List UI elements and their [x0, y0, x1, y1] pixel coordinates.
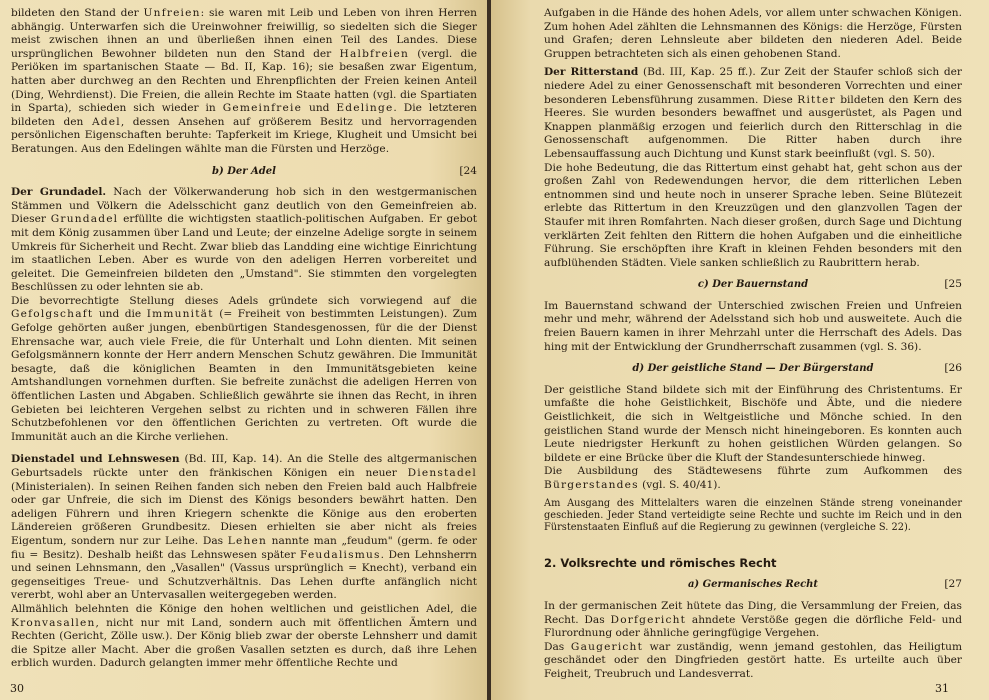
paragraph-ritterstand: Der Ritterstand (Bd. III, Kap. 25 ff.). Zur Zeit der Staufer schloß sich der niedere Adel zu einer Genossenschaft mit besonderen Vorrechten und einer besonderen Lebensführung zusammen. Diese Ritter bildeten den Kern des Heeres. Sie wurden besonders bewaffnet und ausgerüstet, als Pagen und Knappen planmäßig erzogen und feierlich durch den Ritterschlag in die Genossenschaft aufgenommen. Die Ritter haben durch ihre Lebensauffassung auch Dichtung und Kunst stark beeinflußt (vgl. S. 50). — [544, 66, 962, 160]
subheading-ref: [25 — [944, 278, 962, 291]
subheading-bauernstand — [544, 278, 962, 292]
subheading-ref: [27 — [944, 578, 962, 591]
subheading-title: a) Germanisches Recht — [687, 579, 819, 591]
lead-grundadel: Der Grundadel. — [11, 186, 107, 199]
term-dienstadel: Dienstadel — [407, 467, 477, 479]
term-buergerstand: Bürgerstandes — [544, 479, 639, 491]
paragraph-dienstadel: Dienstadel und Lehnswesen (Bd. III, Kap. 14). An die Stelle des altgermanischen Geburtsadels rückte unter den fränkischen Königen ein neuer Dienstadel (Ministerialen). In seinen Reihen fanden sich neben den Freien bald auch Halbfreie oder gar Unfreie, die sich im Dienst des Königs besonders bewährt hatten. Den adeligen Führern und ihren Kriegern schenkte die Könige aus den eroberten Ländereien größeren Grundbesitz. Diesen erhielten sie aber nicht als freies Eigentum, sondern nur zur Leihe. Das Lehen nannte man „feudum" (germ. fe oder fiu = Besitz). Deshalb heißt das Lehnswesen später Feudalismus. Den Lehnsherrn und seinen Lehnsmann, den „Vasallen" (Vassus ursprünglich = Knecht), verband ein gegenseitiges Treue- und Schutzverhältnis. Das Lehen durfte anfänglich nicht vererbt, wohl aber an Untervasallen weitergegeben werden. — [11, 453, 478, 602]
left-page — [0, 0, 487, 700]
paragraph-geistlicher-stand: Der geistliche Stand bildete sich mit der Einführung des Christentums. Er umfaßte die hohe Geistlichkeit, Bischöfe und Äbte, und die niedere Geistlichkeit, die sich in Weltgeistliche und Mönche schied. In den geistlichen Stand wurde der Mensch nicht hineingeboren. Es konnten auch Leute niedrigster Herkunft zu hohen geistlichen Würden gelangen. So bildete er eine Brücke über die Kluft der Standesunterschiede hinweg. — [544, 383, 962, 464]
term-halbfreien: Halbfreien — [339, 47, 409, 60]
section-heading-volksrechte: 2. Volksrechte und römisches Recht — [544, 555, 777, 570]
paragraph-gaugericht: Das Gaugericht war zuständig, wenn jemand gestohlen, das Heiligtum geschändet oder den Dingfrieden gestört hatte. Es urteilte auch über Feigheit, Treubruch und Landesverrat. — [544, 640, 962, 680]
term-feudalismus: Feudalismus — [299, 548, 381, 561]
term-unfreien: Unfreien — [143, 7, 201, 19]
paragraph-grundadel: Der Grundadel. Nach der Völkerwanderung hob sich in den westgermanischen Stämmen und Völkern die Adelsschicht ganz deutlich von den Gemeinfreien ab. Dieser Grundadel erfüllte die wichtigsten staatlich-politischen Aufgaben. Er gebot mit dem König zusammen über Land und Leute; der einzelne Adelige sorgte in seinem Umkreis für Sicherheit und Recht. Zwar blieb das Landding eine wichtige Einrichtung im staatlichen Leben. Aber es wurde von den adeligen Herren vorbereitet und geleitet. Die Gemeinfreien bildeten den „Umstand". Sie stimmten den vorgelegten Beschlüssen zu oder lehnten sie ab. — [11, 186, 477, 294]
term-lehen: Lehen — [227, 534, 267, 547]
term-grundadel: Grundadel — [50, 213, 119, 226]
paragraph-dorfgericht: In der germanischen Zeit hütete das Ding, die Versammlung der Freien, das Recht. Das Dorfgericht ahndete Verstöße gegen die dörfliche Feld- und Flurordnung oder ähnliche geringfügige Vergehen. — [544, 600, 962, 640]
term-ritter: Ritter — [797, 93, 836, 106]
lead-ritterstand: Der Ritterstand — [544, 66, 639, 79]
paragraph-gefolgschaft: Die bevorrechtigte Stellung dieses Adels gründete sich vorwiegend auf die Gefolgschaft und die Immunität (= Freiheit von bestimmten Leistungen). Zum Gefolge gehörten außer jungen, ebenbürtigen Standesgenossen, für die der Dienst Ehrensache war, auch viele Freie, die für Unterhalt und Lohn dienten. Mit seinen Gefolgsmännern konnte der Herr andern Menschen Schutz gewähren. Die Immunität besagte, daß die königlichen Beamten in den Immunitätsgebieten keine Amtshandlungen vornehmen durften. Sie befreite zunächst die adeligen Herren von öffentlichen Lasten und Abgaben. Schließlich gewährte sie ihnen das Recht, in ihren Gebieten bei leichteren Vergehen selbst zu richten und in schweren Fällen ihre Schutzbefohlenen vor den öffentlichen Gerichten zu vertreten. Oft wurde die Immunität auch an die Kirche verliehen. — [11, 294, 477, 443]
term-gaugericht: Gaugericht — [570, 640, 644, 653]
paragraph-kronvasallen: Allmählich belehnten die Könige den hohen weltlichen und geistlichen Adel, die Kronvasallen, nicht nur mit Land, sondern auch mit öffentlichen Ämtern und Rechten (Gericht, Zölle usw.). Der König blieb zwar der oberste Lehnsherr und damit die Spitze aller Macht. Aber die großen Vasallen setzten es durch, daß ihre Lehen erblich wurden. Dadurch gelangten immer mehr öffentliche Rechte und — [11, 602, 477, 670]
term-immunitaet: Immunität — [146, 308, 214, 321]
term-kronvasallen: Kronvasallen — [11, 616, 96, 629]
paragraph-bauernstand: Im Bauernstand schwand der Unterschied zwischen Freien und Unfreien mehr und mehr, während der Adelsstand sich hob und ausweitete. Auch die freien Bauern kamen in ihrer Mehrzahl unter die Herrschaft des Adels. Das hing mit der Entwicklung der Grundherrschaft zusammen (vgl. S. 36). — [544, 299, 962, 353]
paragraph-rittertum: Die hohe Bedeutung, die das Rittertum einst gehabt hat, geht schon aus der großen Zahl von Redewendungen hervor, die dem ritterlichen Leben entnommen sind und heute noch in unserer Sprache leben. Seine Blütezeit erlebte das Rittertum in den Kreuzzügen und den glanzvollen Tagen der Staufer mit ihren Romfahrten. Nach dieser großen, durch Sage und Dichtung verklärten Zeit fehlten den Rittern die hohen Aufgaben und die einheitliche Führung. Sie erschöpften ihre Kraft in kleinen Fehden besonders mit den aufblühenden Städten. Viele sanken schließlich zu Raubrittern herab. — [544, 161, 962, 269]
left-page-text — [11, 7, 477, 671]
lead-dienstadel: Dienstadel und Lehnswesen — [11, 453, 180, 466]
page-number-left: 30 — [10, 682, 24, 695]
subheading-geistlicher-stand — [544, 362, 962, 376]
subheading-ref: [24 — [459, 164, 477, 177]
subheading-title: d) Der geistliche Stand — Der Bürgerstand — [632, 363, 874, 375]
subheading-title: b) Der Adel — [212, 165, 276, 177]
subheading-title: c) Der Bauernstand — [697, 279, 809, 291]
paragraph-ausgang-mittelalter: Am Ausgang des Mittelalters waren die einzelnen Stände streng voneinander geschieden. Jeder Stand verteidigte seine Rechte und suchte im Reich und in den Fürstenstaaten Einfluß auf die Regierung zu gewinnen (vergleiche S. 22). — [544, 497, 962, 534]
subheading-ref: [26 — [944, 362, 962, 375]
paragraph-hoher-adel: Aufgaben in die Hände des hohen Adels, vor allem unter schwachen Königen. Zum hohen Adel zählten die Lehnsmannen des Königs: die Herzöge, Fürsten und Grafen; deren Lehnsleute aber bildeten den niederen Adel. Beide Gruppen betrachteten sich als einen gehobenen Stand. — [544, 7, 962, 60]
term-adel: Adel — [91, 115, 121, 128]
paragraph-staedtewesen: Die Ausbildung des Städtewesens führte zum Aufkommen des Bürgerstandes (vgl. S. 40/41). — [544, 465, 962, 491]
right-page-text — [544, 7, 962, 682]
paragraph-unfreie: bildeten den Stand der Unfreien: sie waren mit Leib und Leben von ihren Herren abhängig. Unterwarfen sich die Ureinwohner freiwillig, so siedelten sich die Sieger meist zwischen ihnen an und überließen ihnen einen Teil des Landes. Diese ursprünglichen Bewohner bildeten nun den Stand der Halbfreien (vergl. die Periöken im spartanischen Staate — Bd. II, Kap. 16); sie besaßen zwar Eigentum, hatten aber durchweg an den Rechten und Ehrenpflichten der Freien keinen Anteil (Ding, Wehrdienst). Die Freien, die allein Rechte im Staate hatten (vgl. die Spartiaten in Sparta), schieden sich wieder in Gemeinfreie und Edelinge. Die letzteren bildeten den Adel, dessen Ansehen auf größerem Besitz und hervorragenden persönlichen Eigenschaften beruhte: Tapferkeit im Kriege, Klugheit und Umsicht bei Beratungen. Aus den Edelingen wählte man die Fürsten und Herzöge. — [11, 7, 477, 155]
subheading-germanisches-recht — [544, 578, 962, 592]
right-page — [491, 0, 989, 700]
term-gefolgschaft: Gefolgschaft — [11, 308, 94, 321]
term-gemeinfreie: Gemeinfreie — [222, 102, 303, 115]
term-dorfgericht: Dorfgericht — [610, 613, 687, 626]
page-number-right: 31 — [935, 682, 949, 695]
subheading-der-adel — [11, 165, 477, 179]
term-edelinge: Edelinge — [336, 102, 394, 115]
